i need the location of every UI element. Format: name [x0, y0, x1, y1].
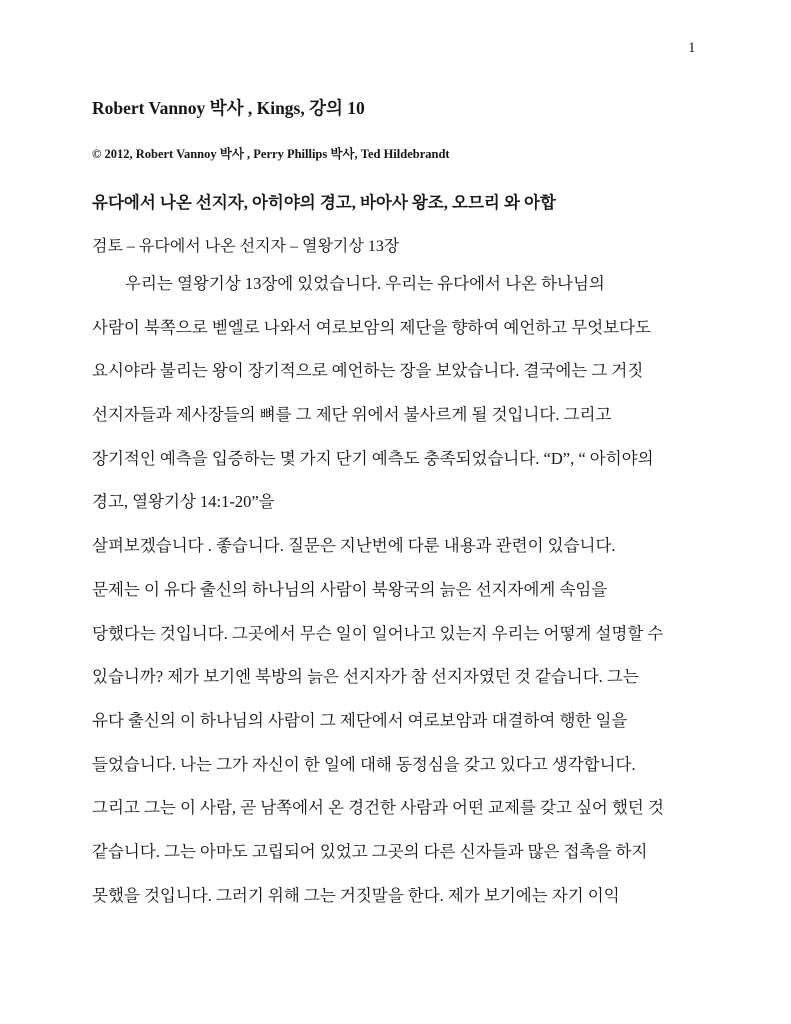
body-line: 유다 출신의 이 하나님의 사람이 그 제단에서 여로보암과 대결하여 행한 일을	[92, 710, 628, 730]
body-line: 장기적인 예측을 입증하는 몇 가지 단기 예측도 충족되었습니다. “D”, “ 아히야의	[92, 448, 654, 468]
document-title: Robert Vannoy 박사 , Kings, 강의 10	[92, 98, 365, 118]
body-line: 못했을 것입니다. 그러기 위해 그는 거짓말을 한다. 제가 보기에는 자기 이익	[92, 885, 620, 905]
body-line: 우리는 열왕기상 13장에 있었습니다. 우리는 유다에서 나온 하나님의	[125, 274, 605, 293]
body-line: 선지자들과 제사장들의 뼈를 그 제단 위에서 불사르게 될 것입니다. 그리고	[92, 405, 612, 425]
body-line: 그리고 그는 이 사람, 곧 남쪽에서 온 경건한 사람과 어떤 교제를 갖고 싶어 했던 것	[92, 798, 664, 818]
body-line: 들었습니다. 나는 그가 자신이 한 일에 대해 동정심을 갖고 있다고 생각합니다.	[92, 754, 636, 774]
body-line: 같습니다. 그는 아마도 고립되어 있었고 그곳의 다른 신자들과 많은 접촉을 하지	[92, 841, 648, 861]
body-line: 살펴보겠습니다 . 좋습니다. 질문은 지난번에 다룬 내용과 관련이 있습니다.	[92, 536, 616, 556]
section-subheading: 검토 – 유다에서 나온 선지자 – 열왕기상 13장	[92, 238, 400, 255]
body-line: 있습니까? 제가 보기엔 북방의 늙은 선지자가 참 선지자였던 것 같습니다. 그는	[92, 667, 639, 687]
copyright-line: © 2012, Robert Vannoy 박사 , Perry Phillips 박사, Ted Hildebrandt	[92, 147, 450, 161]
body-text	[92, 262, 712, 917]
body-line: 당했다는 것입니다. 그곳에서 무슨 일이 일어나고 있는지 우리는 어떻게 설명할 수	[92, 623, 664, 643]
body-line: 요시야라 불리는 왕이 장기적으로 예언하는 장을 보았습니다. 결국에는 그 거짓	[92, 361, 644, 381]
body-line: 사람이 북쪽으로 벧엘로 나와서 여로보암의 제단을 향하여 예언하고 무엇보다도	[92, 317, 651, 337]
body-line: 문제는 이 유다 출신의 하나님의 사람이 북왕국의 늙은 선지자에게 속임을	[92, 579, 608, 599]
lecture-heading: 유다에서 나온 선지자, 아히야의 경고, 바아사 왕조, 오므리 와 아합	[92, 193, 556, 212]
body-line: 경고, 열왕기상 14:1-20”을	[92, 492, 275, 512]
page-number: 1	[688, 40, 696, 56]
